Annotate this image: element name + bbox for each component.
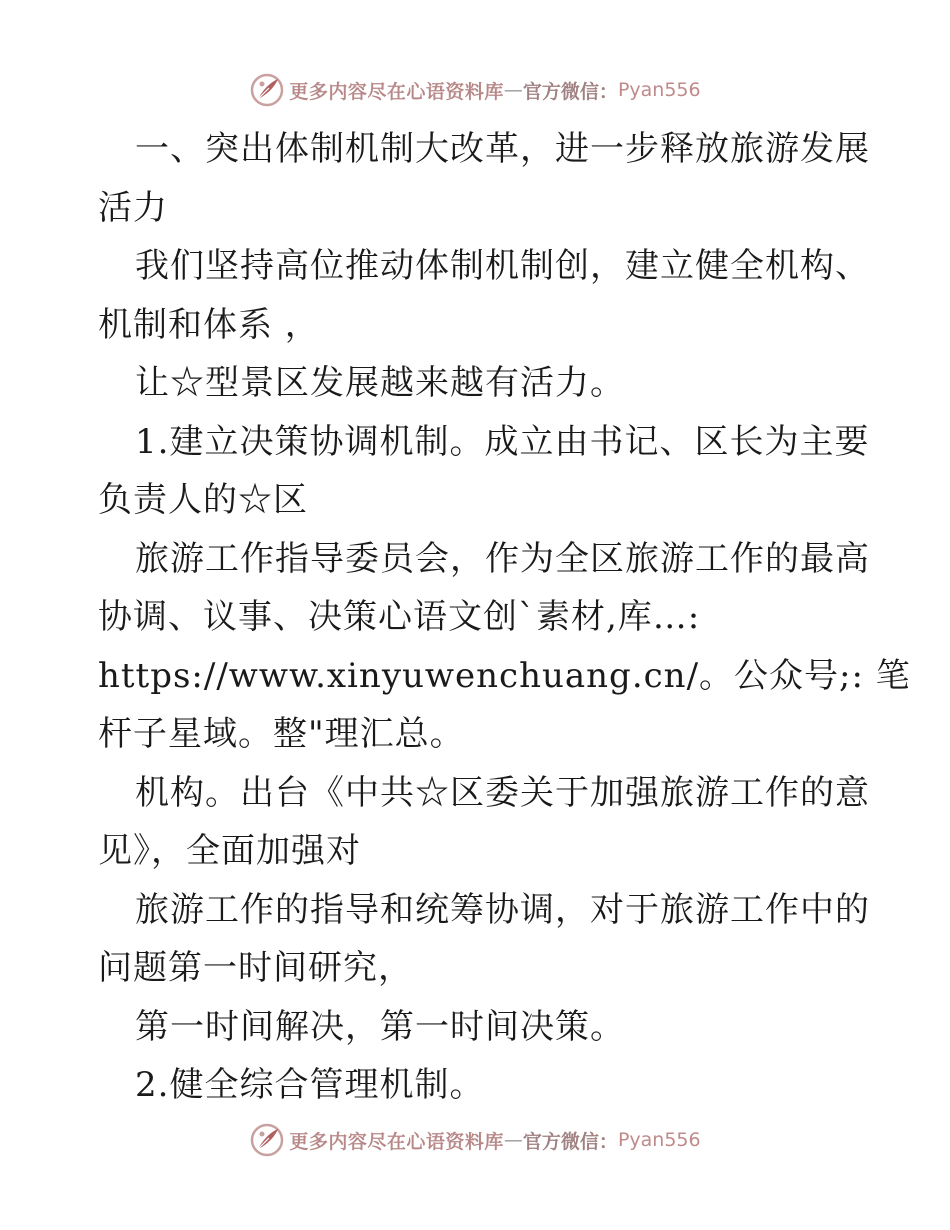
paragraph-line: 我们坚持高位推动体制机制创，建立健全机构、 <box>135 246 870 286</box>
footer-watermark <box>0 1120 950 1160</box>
paragraph-line: 问题第一时间研究， <box>98 948 413 988</box>
header-watermark <box>0 70 950 110</box>
heading-line: 一、突出体制机制大改革，进一步释放旅游发展 <box>135 129 870 169</box>
list-item-line: 2.健全综合管理机制。 <box>135 1065 485 1105</box>
paragraph-line: 负责人的☆区 <box>98 480 308 520</box>
document-body <box>98 120 911 1115</box>
paragraph-line: 让☆型景区发展越来越有活力。 <box>135 363 625 403</box>
wechat-label: 官方微信： <box>522 1130 618 1153</box>
feather-pen-logo-icon <box>249 72 285 108</box>
wechat-label: 官方微信： <box>522 80 618 103</box>
paragraph-line: 旅游工作指导委员会，作为全区旅游工作的最高 <box>135 538 870 579</box>
watermark-separator: — <box>503 79 523 101</box>
paragraph-line: 杆子星域。整"理汇总。 <box>98 714 465 754</box>
heading-line-cont: 活力 <box>98 187 168 228</box>
paragraph-line: 旅游工作的指导和统筹协调，对于旅游工作中的 <box>135 889 870 930</box>
watermark-separator: — <box>503 1129 523 1151</box>
watermark-text: 更多内容尽在心语资料库 <box>289 80 504 103</box>
paragraph-line: 机制和体系 ， <box>98 304 320 345</box>
url-line: https://www.xinyuwenchuang.cn/。公众号;: 笔 <box>98 655 911 696</box>
paragraph-line: 协调、议事、决策心语文创`素材,库…: <box>98 597 701 637</box>
watermark-text: 更多内容尽在心语资料库 <box>289 1130 504 1153</box>
wechat-id: Pyan556 <box>617 1129 701 1151</box>
paragraph-line: 见》，全面加强对 <box>98 831 361 871</box>
list-item-line: 1.建立决策协调机制。成立由书记、区长为主要 <box>135 421 870 462</box>
wechat-id: Pyan556 <box>617 79 701 101</box>
paragraph-line: 第一时间解决，第一时间决策。 <box>135 1006 625 1047</box>
paragraph-line: 机构。出台《中共☆区委关于加强旅游工作的意 <box>135 772 870 813</box>
feather-pen-logo-icon <box>249 1122 285 1158</box>
